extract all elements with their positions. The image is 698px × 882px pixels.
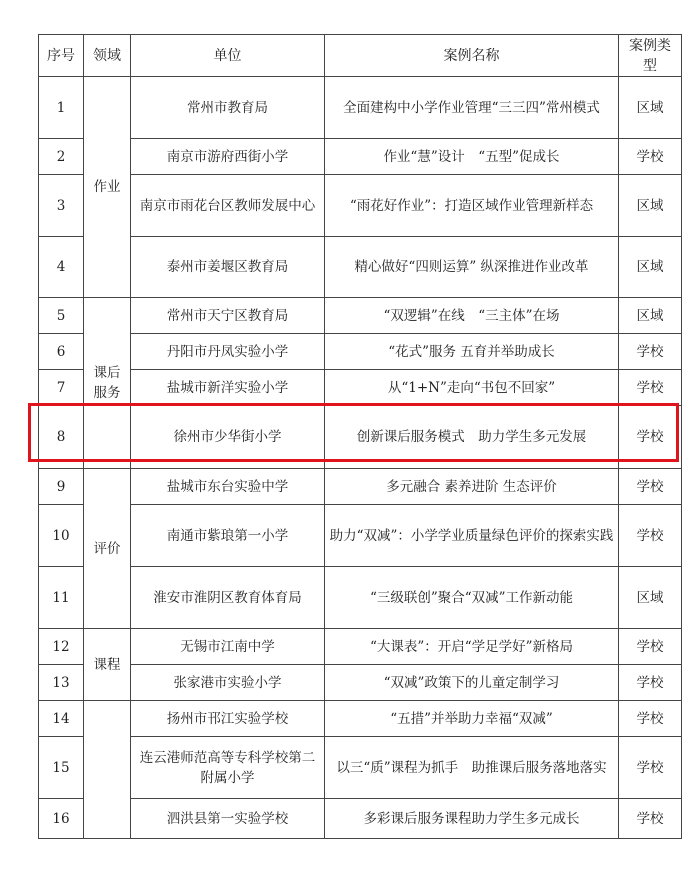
row-case-type: 学校 bbox=[619, 799, 682, 839]
row-case-name: 从“1+N”走向“书包不回家” bbox=[325, 370, 619, 406]
row-unit: 淮安市淮阴区教育体育局 bbox=[131, 567, 325, 629]
case-table bbox=[38, 34, 682, 839]
row-case-type: 学校 bbox=[619, 139, 682, 175]
header-no: 序号 bbox=[39, 35, 84, 77]
row-no: 7 bbox=[39, 370, 84, 406]
row-unit: 盐城市东台实验中学 bbox=[131, 469, 325, 505]
row-no: 6 bbox=[39, 334, 84, 370]
table-row bbox=[39, 370, 682, 406]
row-unit: 泗洪县第一实验学校 bbox=[131, 799, 325, 839]
table-row bbox=[39, 665, 682, 701]
row-case-type: 区域 bbox=[619, 175, 682, 237]
row-no: 16 bbox=[39, 799, 84, 839]
row-unit: 连云港师范高等专科学校第二附属小学 bbox=[131, 737, 325, 799]
table-row bbox=[39, 139, 682, 175]
header-unit: 单位 bbox=[131, 35, 325, 77]
area-group-cell: 作业 bbox=[84, 77, 131, 298]
row-no: 2 bbox=[39, 139, 84, 175]
row-no: 1 bbox=[39, 77, 84, 139]
table-row bbox=[39, 737, 682, 799]
row-no: 5 bbox=[39, 298, 84, 334]
row-case-name: “五措”并举助力幸福“双减” bbox=[325, 701, 619, 737]
row-no: 13 bbox=[39, 665, 84, 701]
table-row bbox=[39, 701, 682, 737]
row-no: 11 bbox=[39, 567, 84, 629]
row-case-type: 学校 bbox=[619, 370, 682, 406]
table-row-highlighted bbox=[39, 406, 682, 469]
row-no: 4 bbox=[39, 237, 84, 298]
table-row bbox=[39, 298, 682, 334]
row-case-type: 学校 bbox=[619, 406, 682, 469]
row-unit: 南京市雨花台区教师发展中心 bbox=[131, 175, 325, 237]
row-case-name: 精心做好“四则运算” 纵深推进作业改革 bbox=[325, 237, 619, 298]
row-case-name: 多元融合 素养进阶 生态评价 bbox=[325, 469, 619, 505]
row-case-type: 学校 bbox=[619, 737, 682, 799]
table-row bbox=[39, 505, 682, 567]
table-row bbox=[39, 567, 682, 629]
header-case-type: 案例类型 bbox=[619, 35, 682, 77]
header-case-name: 案例名称 bbox=[325, 35, 619, 77]
row-no: 3 bbox=[39, 175, 84, 237]
row-unit: 南京市游府西街小学 bbox=[131, 139, 325, 175]
row-case-type: 学校 bbox=[619, 469, 682, 505]
row-unit: 泰州市姜堰区教育局 bbox=[131, 237, 325, 298]
row-no: 10 bbox=[39, 505, 84, 567]
row-case-name: “双逻辑”在线 “三主体”在场 bbox=[325, 298, 619, 334]
area-group-cell: 评价 bbox=[84, 469, 131, 629]
row-unit: 南通市紫琅第一小学 bbox=[131, 505, 325, 567]
header-area: 领域 bbox=[84, 35, 131, 77]
row-no: 15 bbox=[39, 737, 84, 799]
table-row bbox=[39, 77, 682, 139]
row-case-type: 区域 bbox=[619, 237, 682, 298]
row-case-name: “雨花好作业”：打造区域作业管理新样态 bbox=[325, 175, 619, 237]
row-case-type: 学校 bbox=[619, 665, 682, 701]
table-row bbox=[39, 629, 682, 665]
area-group-cell bbox=[84, 701, 131, 839]
row-case-name: “三级联创”聚合“双减”工作新动能 bbox=[325, 567, 619, 629]
row-no: 9 bbox=[39, 469, 84, 505]
table-row bbox=[39, 469, 682, 505]
table-row bbox=[39, 799, 682, 839]
row-case-name: 作业“慧”设计 “五型”促成长 bbox=[325, 139, 619, 175]
row-unit: 无锡市江南中学 bbox=[131, 629, 325, 665]
row-case-type: 区域 bbox=[619, 567, 682, 629]
area-group-cell: 课程 bbox=[84, 629, 131, 701]
row-unit: 扬州市邗江实验学校 bbox=[131, 701, 325, 737]
row-case-type: 区域 bbox=[619, 77, 682, 139]
area-group-cell: 课后服务 bbox=[84, 298, 131, 469]
row-unit: 常州市天宁区教育局 bbox=[131, 298, 325, 334]
row-case-type: 学校 bbox=[619, 629, 682, 665]
row-unit: 盐城市新洋实验小学 bbox=[131, 370, 325, 406]
row-case-name: “双减”政策下的儿童定制学习 bbox=[325, 665, 619, 701]
row-case-name: “大课表”：开启“学足学好”新格局 bbox=[325, 629, 619, 665]
row-case-name: “花式”服务 五育并举助成长 bbox=[325, 334, 619, 370]
row-unit: 张家港市实验小学 bbox=[131, 665, 325, 701]
row-case-name: 以三“质”课程为抓手 助推课后服务落地落实 bbox=[325, 737, 619, 799]
row-case-type: 区域 bbox=[619, 298, 682, 334]
row-no: 8 bbox=[39, 406, 84, 469]
row-no: 12 bbox=[39, 629, 84, 665]
row-case-type: 学校 bbox=[619, 505, 682, 567]
row-unit: 徐州市少华街小学 bbox=[131, 406, 325, 469]
row-case-type: 学校 bbox=[619, 701, 682, 737]
table-row bbox=[39, 237, 682, 298]
row-case-name: 全面建构中小学作业管理“三三四”常州模式 bbox=[325, 77, 619, 139]
row-unit: 丹阳市丹凤实验小学 bbox=[131, 334, 325, 370]
row-unit: 常州市教育局 bbox=[131, 77, 325, 139]
header-row bbox=[39, 35, 682, 77]
row-case-name: 创新课后服务模式 助力学生多元发展 bbox=[325, 406, 619, 469]
row-case-name: 多彩课后服务课程助力学生多元成长 bbox=[325, 799, 619, 839]
row-case-name: 助力“双减”：小学学业质量绿色评价的探索实践 bbox=[325, 505, 619, 567]
row-no: 14 bbox=[39, 701, 84, 737]
row-case-type: 学校 bbox=[619, 334, 682, 370]
table-row bbox=[39, 334, 682, 370]
table-row bbox=[39, 175, 682, 237]
